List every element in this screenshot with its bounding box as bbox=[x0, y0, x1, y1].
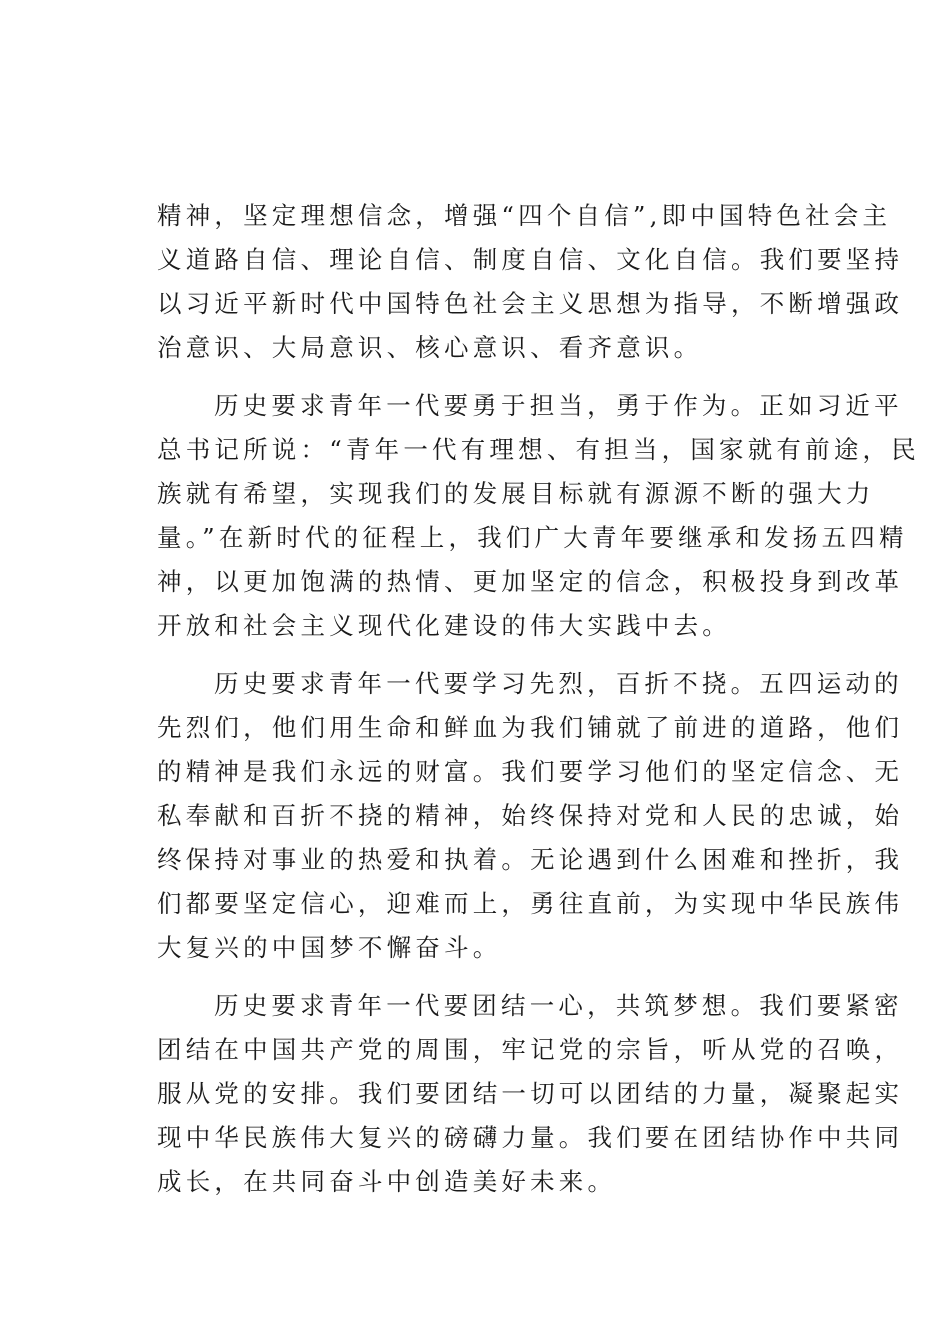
paragraph-line: 总书记所说：“青年一代有理想、有担当，国家就有前途，民 bbox=[157, 435, 920, 464]
document-body bbox=[157, 194, 920, 1218]
paragraph-line: 私奉献和百折不挠的精神，始终保持对党和人民的忠诚，始 bbox=[157, 801, 904, 830]
paragraph-2 bbox=[157, 384, 920, 662]
paragraph-line: 族就有希望，实现我们的发展目标就有源源不断的强大力 bbox=[157, 479, 875, 508]
paragraph-line: 大复兴的中国梦不懈奋斗。 bbox=[157, 933, 502, 962]
paragraph-line: 团结在中国共产党的周围，牢记党的宗旨，听从党的召唤， bbox=[157, 1035, 904, 1064]
paragraph-line: 先烈们，他们用生命和鲜血为我们铺就了前进的道路，他们 bbox=[157, 713, 904, 742]
paragraph-line: 历史要求青年一代要学习先烈，百折不挠。五四运动的 bbox=[214, 669, 903, 698]
paragraph-line: 以习近平新时代中国特色社会主义思想为指导，不断增强政 bbox=[157, 289, 904, 318]
paragraph-line: 治意识、大局意识、核心意识、看齐意识。 bbox=[157, 333, 703, 362]
paragraph-4 bbox=[157, 984, 904, 1218]
paragraph-line: 开放和社会主义现代化建设的伟大实践中去。 bbox=[157, 611, 731, 640]
paragraph-line: 们都要坚定信心，迎难而上，勇往直前，为实现中华民族伟 bbox=[157, 889, 904, 918]
paragraph-line: 精神，坚定理想信念，增强“四个自信”,即中国特色社会主 bbox=[157, 201, 892, 230]
paragraph-3 bbox=[157, 662, 904, 984]
paragraph-line: 的精神是我们永远的财富。我们要学习他们的坚定信念、无 bbox=[157, 757, 904, 786]
paragraph-line: 成长，在共同奋斗中创造美好未来。 bbox=[157, 1167, 617, 1196]
paragraph-line: 历史要求青年一代要团结一心，共筑梦想。我们要紧密 bbox=[214, 991, 903, 1020]
paragraph-line: 义道路自信、理论自信、制度自信、文化自信。我们要坚持 bbox=[157, 245, 904, 274]
paragraph-line: 神，以更加饱满的热情、更加坚定的信念，积极投身到改革 bbox=[157, 567, 904, 596]
paragraph-line: 终保持对事业的热爱和执着。无论遇到什么困难和挫折，我 bbox=[157, 845, 904, 874]
paragraph-line: 量。”在新时代的征程上，我们广大青年要继承和发扬五四精 bbox=[157, 523, 908, 552]
paragraph-1 bbox=[157, 194, 904, 384]
paragraph-line: 现中华民族伟大复兴的磅礴力量。我们要在团结协作中共同 bbox=[157, 1123, 904, 1152]
paragraph-line: 历史要求青年一代要勇于担当，勇于作为。正如习近平 bbox=[214, 391, 903, 420]
paragraph-line: 服从党的安排。我们要团结一切可以团结的力量，凝聚起实 bbox=[157, 1079, 904, 1108]
